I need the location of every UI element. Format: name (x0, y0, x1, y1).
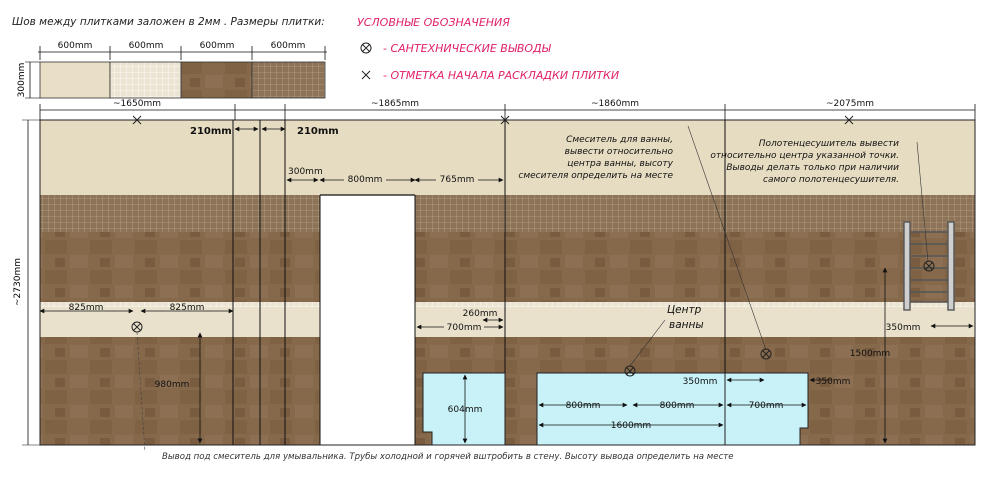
towel-note-line-1: Полотенцесушитель вывести (758, 139, 899, 149)
sink-note: Вывод под смеситель для умывальника. Трубы холодной и горячей вштробить в стену. Высоту вывода определить на месте (162, 452, 734, 462)
seam-note: Шов между плитками заложен в 2мм . Размеры плитки: (12, 16, 325, 28)
dim-1600: 1600mm (610, 421, 652, 431)
start-mark-icon (362, 71, 370, 79)
wall-width-4: ~2075mm (826, 99, 874, 109)
bath-center-label-1: Центр (667, 304, 702, 316)
bath-note-line-3: центра ванны, высоту (567, 159, 673, 169)
wall-height-dimension (13, 120, 40, 445)
tile-width-3: 600mm (199, 41, 235, 51)
dim-980: 980mm (154, 380, 190, 390)
towel-note-line-3: Выводы делать только при наличии (726, 163, 899, 173)
doorway-opening (320, 195, 415, 447)
dim-350-mixer: 350mm (682, 377, 718, 387)
dim-800-bath-right: 800mm (659, 401, 695, 411)
legend-plumbing-label: - САНТЕХНИЧЕСКИЕ ВЫВОДЫ (383, 42, 551, 55)
wall-width-3: ~1860mm (591, 99, 639, 109)
legend-start-label: - ОТМЕТКА НАЧАЛА РАСКЛАДКИ ПЛИТКИ (383, 69, 620, 82)
wall-height-label: ~2730mm (13, 258, 23, 306)
dim-825-left: 825mm (68, 303, 104, 313)
dim-210-left: 210mm (190, 126, 232, 137)
dim-765: 765mm (439, 175, 475, 185)
tile-width-1: 600mm (57, 41, 93, 51)
dim-210-right: 210mm (297, 126, 339, 137)
dim-1500: 1500mm (849, 349, 891, 359)
tile-width-4: 600mm (270, 41, 306, 51)
dim-604: 604mm (447, 405, 483, 415)
bath-note-line-1: Смеситель для ванны, (566, 135, 673, 145)
dim-700-left: 700mm (446, 323, 482, 333)
bath-note-line-4: смесителя определить на месте (518, 171, 673, 181)
dim-800-bath-left: 800mm (565, 401, 601, 411)
legend (357, 16, 619, 82)
plumbing-outlet-icon (361, 43, 371, 53)
dim-260: 260mm (462, 309, 498, 319)
towel-note-line-4: самого полотенцесушителя. (763, 175, 899, 185)
dim-350-towel: 350mm (885, 323, 921, 333)
wall-width-1: ~1650mm (113, 99, 161, 109)
tile-size-dimensions (38, 41, 327, 60)
dim-800-door: 800mm (347, 175, 383, 185)
tile-width-2: 600mm (128, 41, 164, 51)
towel-note-line-2: относительно центра указанной точки. (710, 151, 899, 161)
dim-300: 300mm (288, 167, 323, 177)
tile-height-label: 300mm (17, 62, 27, 98)
dim-350-bath-right: 350mm (815, 377, 851, 387)
tile-height-dimension (17, 62, 40, 98)
tile-samples (40, 62, 325, 98)
dim-700-bath: 700mm (748, 401, 784, 411)
dim-825-right: 825mm (169, 303, 205, 313)
wall-width-2: ~1865mm (371, 99, 419, 109)
bath-center-label-2: ванны (669, 319, 704, 331)
bath-note-line-2: вывести относительно (564, 147, 673, 157)
legend-title: УСЛОВНЫЕ ОБОЗНАЧЕНИЯ (357, 16, 510, 29)
